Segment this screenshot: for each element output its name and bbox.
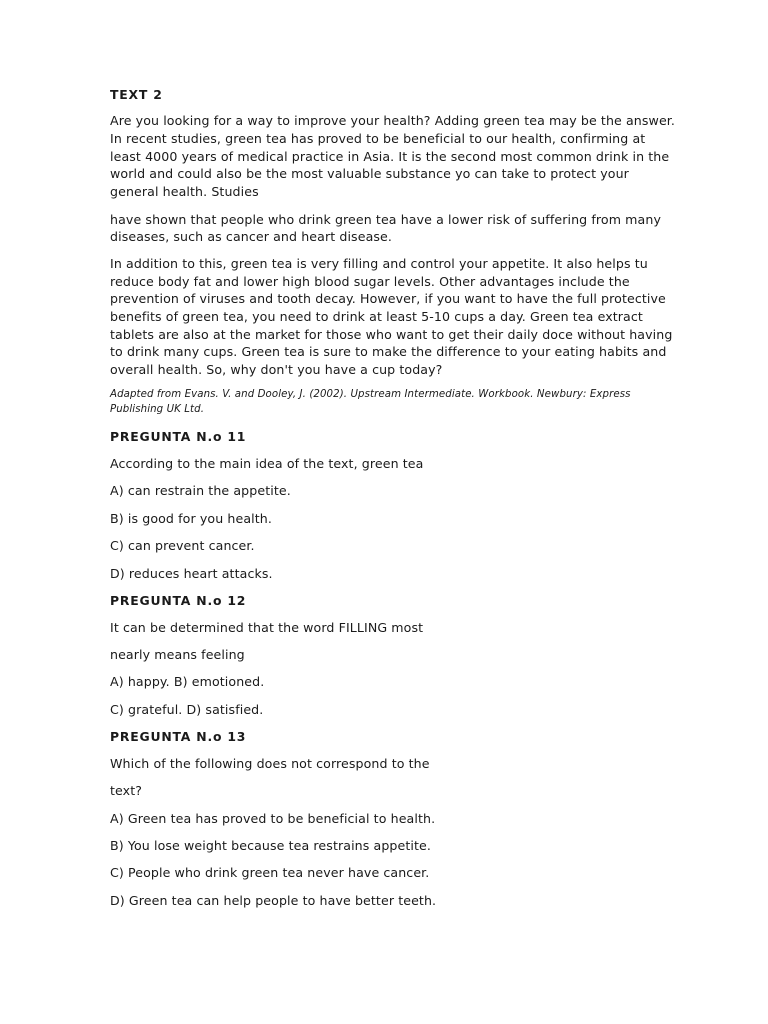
question-13-option-a: A) Green tea has proved to be beneficial to health. xyxy=(110,811,436,826)
question-11-option-a: A) can restrain the appetite. xyxy=(110,483,291,498)
paragraph-1-line: In recent studies, green tea has proved to be beneficial to our health, confirming at xyxy=(110,131,646,146)
source-line: Publishing UK Ltd. xyxy=(110,404,205,415)
paragraph-1-line: least 4000 years of medical practice in Asia. It is the second most common drink in the xyxy=(110,149,670,164)
question-13-option-b: B) You lose weight because tea restrains appetite. xyxy=(110,838,431,853)
question-13-stem-line: text? xyxy=(110,783,143,798)
question-13-heading: PREGUNTA N.o 13 xyxy=(110,729,247,744)
paragraph-2-line: diseases, such as cancer and heart disease. xyxy=(110,229,393,244)
paragraph-3-line: overall health. So, why don't you have a cup today? xyxy=(110,362,443,377)
question-11-option-c: C) can prevent cancer. xyxy=(110,538,255,553)
question-11-option-d: D) reduces heart attacks. xyxy=(110,566,273,581)
text-title: TEXT 2 xyxy=(110,87,163,102)
question-12-options-ab: A) happy. B) emotioned. xyxy=(110,674,265,689)
question-11-option-b: B) is good for you health. xyxy=(110,511,272,526)
paragraph-3-line: reduce body fat and lower high blood sugar levels. Other advantages include the xyxy=(110,274,630,289)
question-13-stem-line: Which of the following does not correspond to the xyxy=(110,756,430,771)
paragraph-1-line: world and could also be the most valuable substance yo can take to protect your xyxy=(110,166,629,181)
paragraph-1-line: general health. Studies xyxy=(110,184,259,199)
question-12-stem-line: It can be determined that the word FILLING most xyxy=(110,620,424,635)
paragraph-2-line: have shown that people who drink green tea have a lower risk of suffering from many xyxy=(110,212,662,227)
question-13-option-c: C) People who drink green tea never have cancer. xyxy=(110,865,430,880)
paragraph-3-line: In addition to this, green tea is very filling and control your appetite. It also helps tu xyxy=(110,256,648,271)
source-line: Adapted from Evans. V. and Dooley, J. (2002). Upstream Intermediate. Workbook. Newbury: Express xyxy=(110,389,631,400)
question-11-stem: According to the main idea of the text, green tea xyxy=(110,456,424,471)
paragraph-3-line: to drink many cups. Green tea is sure to make the difference to your eating habits and xyxy=(110,344,667,359)
paragraph-1-line: Are you looking for a way to improve your health? Adding green tea may be the answer. xyxy=(110,113,676,128)
question-12-heading: PREGUNTA N.o 12 xyxy=(110,593,247,608)
question-12-options-cd: C) grateful. D) satisfied. xyxy=(110,702,264,717)
question-13-option-d: D) Green tea can help people to have better teeth. xyxy=(110,893,437,908)
paragraph-3-line: prevention of viruses and tooth decay. However, if you want to have the full protective xyxy=(110,291,666,306)
paragraph-3-line: tablets are also at the market for those who want to get their daily doce without having xyxy=(110,327,673,342)
question-12-stem-line: nearly means feeling xyxy=(110,647,245,662)
paragraph-3-line: benefits of green tea, you need to drink at least 5-10 cups a day. Green tea extract xyxy=(110,309,643,324)
question-11-heading: PREGUNTA N.o 11 xyxy=(110,429,247,444)
